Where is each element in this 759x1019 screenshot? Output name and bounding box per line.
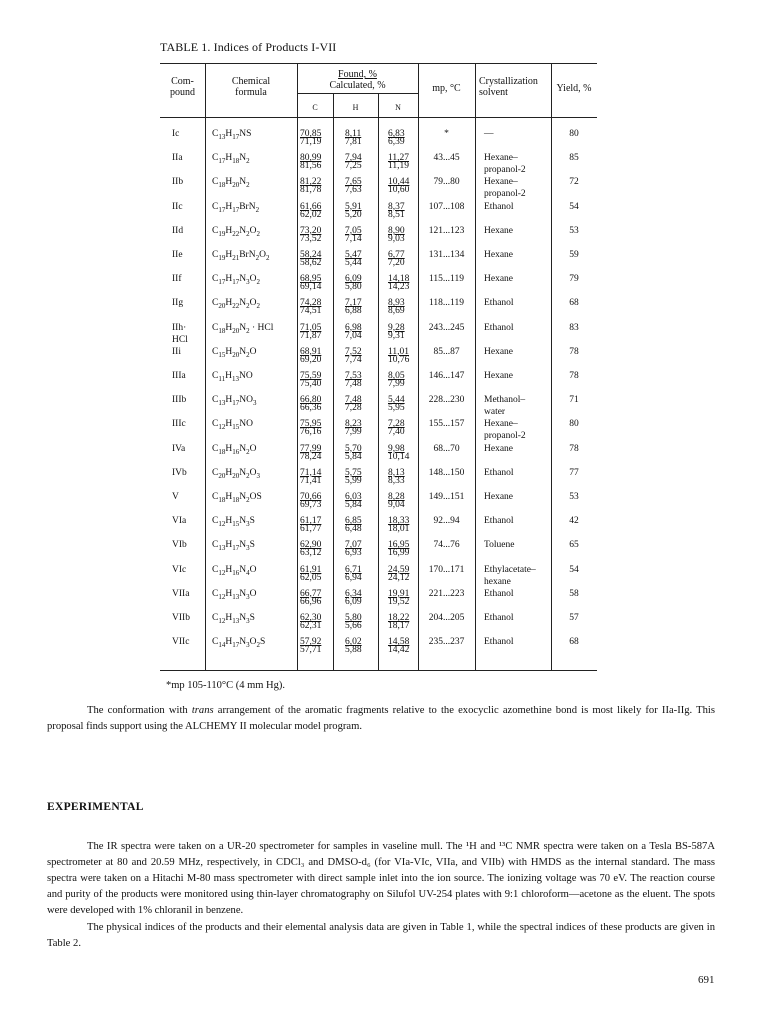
cell-found-n: 8,90 — [388, 225, 405, 236]
cell-yield: 71 — [569, 395, 579, 406]
cell-found-n: 7,28 — [388, 419, 405, 430]
cell-yield: 65 — [569, 540, 579, 551]
cell-compound: IIa — [172, 153, 183, 164]
cell-calc-c: 76,16 — [300, 427, 322, 438]
cell-solvent: Ethanol — [484, 298, 514, 309]
cell-calc-c: 71,87 — [300, 330, 322, 341]
cell-found-c: 62,30 — [300, 613, 322, 623]
cell-compound: IVa — [172, 443, 186, 454]
cell-calc-h: 6,09 — [345, 596, 362, 607]
cell-yield: 58 — [569, 588, 579, 599]
cell-compound: VIb — [172, 540, 187, 551]
cell-mp: 85...87 — [433, 346, 460, 357]
cell-formula: $C_{14}H_{17}N_3O_2S$ — [212, 637, 266, 650]
cell-mp: 43...45 — [433, 153, 460, 164]
cell-solvent: Ethanol — [484, 637, 514, 648]
cell-found-c: 80,99 — [300, 153, 322, 164]
cell-calc-h: 7,99 — [345, 427, 362, 438]
cell-found-n: 18,22 — [388, 613, 410, 623]
cell-solvent: Hexane — [484, 346, 514, 357]
cell-mp: 170...171 — [428, 564, 465, 575]
cell-found-n: 14,18 — [388, 274, 410, 285]
cell-yield: 78 — [569, 346, 579, 357]
cell-calc-n: 8,69 — [388, 306, 405, 317]
cell-calc-c: 81,78 — [300, 185, 322, 196]
cell-found-h: 6,02 — [345, 637, 362, 648]
cell-found-c: 61,17 — [300, 516, 322, 527]
cell-calc-n: 18,17 — [388, 621, 410, 631]
col-divider-compound — [205, 63, 206, 670]
cell-found-c: 71,05 — [300, 322, 322, 333]
cell-compound: Ic — [172, 129, 180, 139]
cell-found-c: 71,14 — [300, 467, 322, 478]
conformation-paragraph: The conformation with trans arrangement of the aromatic fragments relative to the exocyclic azomethine bond is most likely for IIa-IIg. This proposal finds support using the ALCHEMY II molecular model program. — [47, 705, 715, 732]
cell-solvent: Hexane — [484, 274, 514, 285]
cell-calc-n: 8,51 — [388, 209, 405, 220]
cell-yield: 68 — [569, 298, 579, 309]
cell-found-n: 9,28 — [388, 322, 405, 333]
cell-formula: $C_{13}H_{17}NO_3$ — [212, 395, 257, 408]
cell-calc-c: 66,96 — [300, 596, 322, 607]
cell-compound: VIIc — [172, 637, 190, 648]
cell-compound: IIIc — [172, 419, 186, 430]
cell-found-h: 7,53 — [345, 371, 362, 381]
cell-calc-h: 5,88 — [345, 645, 362, 656]
cell-formula: $C_{19}H_{22}N_2O_2$ — [212, 225, 260, 238]
cell-found-h: 6,71 — [345, 564, 362, 575]
cell-found-c: 66,77 — [300, 588, 322, 599]
page-number: 691 — [698, 974, 715, 986]
cell-compound: IIg — [172, 298, 184, 309]
cell-calc-h: 5,20 — [345, 209, 362, 220]
col-divider-formula — [297, 63, 298, 670]
trans-emphasis: trans — [191, 705, 214, 716]
cell-calc-n: 9,04 — [388, 500, 405, 510]
cell-found-c: 66,80 — [300, 395, 322, 406]
cell-calc-h: 7,81 — [345, 137, 362, 147]
cell-yield: 79 — [569, 274, 579, 285]
cell-found-c: 81,22 — [300, 177, 322, 188]
cell-formula: $C_{18}H_{20}N_2$ · HCl — [212, 322, 274, 335]
table-bottom-rule — [160, 670, 597, 671]
cell-solvent: Ethanol — [484, 467, 514, 478]
cell-calc-c: 58,62 — [300, 258, 322, 268]
cell-solvent: Ethylacetate– hexane — [484, 564, 536, 587]
cell-yield: 83 — [569, 322, 579, 333]
cell-calc-h: 6,93 — [345, 548, 362, 559]
cell-found-h: 8,23 — [345, 419, 362, 430]
cell-solvent: Ethanol — [484, 201, 514, 212]
cell-mp: 131...134 — [428, 250, 465, 260]
col-divider-c — [333, 93, 334, 670]
table-top-rule — [160, 63, 597, 64]
experimental-paragraph-1: The IR spectra were taken on a UR-20 spectrometer for samples in vaseline mull. The ¹H and ¹³C NMR spectra were taken on a Tesla BS-587A spectrometer at 80 and 20.59 MHz, respectively, in CDCl₃ and DMSO-d₆ (for VIa-VIc, VIIa, and VIIb) with HMDS as the internal standard. The mass spectra were taken on a Hitachi M-80 mass spectrometer with direct sample inlet into the ion source. The ionizing voltage was 70 eV. The reaction course and purity of the products were monitored using thin-layer chromatography on Silufol UV-254 plates with 9:1 chloroform—acetone as the eluent. The spots were developed with 1% chloranil in benzene. — [47, 841, 715, 916]
cell-solvent: Ethanol — [484, 588, 514, 599]
cell-calc-h: 5,44 — [345, 258, 362, 268]
cell-yield: 80 — [569, 129, 579, 139]
cell-calc-c: 81,56 — [300, 161, 322, 172]
cell-compound: VIc — [172, 564, 187, 575]
cell-calc-n: 8,33 — [388, 475, 405, 486]
cell-found-h: 6,98 — [345, 322, 362, 333]
cell-compound: VIIa — [172, 588, 190, 599]
cell-found-n: 6,77 — [388, 250, 405, 260]
cell-formula: $C_{11}H_{13}NO$ — [212, 371, 253, 383]
cell-mp: 74...76 — [433, 540, 460, 551]
cell-calc-c: 66,36 — [300, 403, 322, 414]
cell-found-h: 5,91 — [345, 201, 362, 212]
cell-found-n: 16,95 — [388, 540, 410, 551]
cell-solvent: Ethanol — [484, 322, 514, 333]
cell-calc-c: 62,02 — [300, 209, 322, 220]
cell-mp: 149...151 — [428, 492, 465, 502]
cell-found-n: 19,91 — [388, 588, 410, 599]
cell-compound: IIIa — [172, 371, 186, 381]
cell-compound: IIi — [172, 346, 181, 357]
cell-compound: V — [172, 492, 179, 502]
cell-solvent: Hexane– propanol-2 — [484, 177, 526, 200]
cell-solvent: Hexane — [484, 371, 514, 381]
cell-formula: $C_{17}H_{17}BrN_2$ — [212, 201, 260, 214]
cell-calc-h: 6,88 — [345, 306, 362, 317]
cell-mp: 118...119 — [429, 298, 464, 309]
cell-calc-n: 6,39 — [388, 137, 405, 147]
cell-yield: 54 — [569, 201, 579, 212]
cell-found-h: 6,34 — [345, 588, 362, 599]
cell-yield: 80 — [569, 419, 579, 430]
cell-found-c: 58,24 — [300, 250, 322, 260]
cell-calc-n: 24,12 — [388, 572, 410, 583]
cell-calc-c: 62,31 — [300, 621, 322, 631]
cell-mp: 235...237 — [428, 637, 465, 648]
cell-formula: $C_{15}H_{20}N_2O$ — [212, 346, 257, 359]
experimental-heading: EXPERIMENTAL — [47, 801, 144, 813]
table-footnote: *mp 105-110°C (4 mm Hg). — [166, 680, 286, 691]
header-solvent: Crystallization solvent — [479, 76, 538, 98]
cell-yield: 72 — [569, 177, 579, 188]
cell-calc-c: 69,14 — [300, 282, 322, 293]
cell-found-n: 10,44 — [388, 177, 410, 188]
cell-found-h: 5,70 — [345, 443, 362, 454]
cell-calc-c: 78,24 — [300, 451, 322, 462]
cell-calc-h: 5,99 — [345, 475, 362, 486]
cell-mp: 79...80 — [433, 177, 460, 188]
cell-mp: * — [444, 129, 449, 139]
cell-calc-h: 5,80 — [345, 282, 362, 293]
cell-solvent: Hexane– propanol-2 — [484, 419, 526, 442]
cell-calc-n: 9,03 — [388, 233, 405, 244]
cell-found-n: 8,37 — [388, 201, 405, 212]
cell-mp: 204...205 — [428, 613, 465, 623]
calculated-subheader-rule — [297, 93, 418, 94]
cell-found-h: 7,17 — [345, 298, 362, 309]
cell-yield: 68 — [569, 637, 579, 648]
header-calculated: Calculated, % — [329, 80, 386, 91]
cell-calc-n: 16,99 — [388, 548, 410, 559]
cell-mp: 228...230 — [428, 395, 465, 406]
cell-found-n: 24,59 — [388, 564, 410, 575]
header-mp: mp, °C — [432, 83, 461, 94]
cell-formula: $C_{18}H_{20}N_2$ — [212, 177, 250, 190]
cell-compound: IIf — [172, 274, 182, 285]
cell-mp: 121...123 — [428, 225, 465, 236]
cell-found-h: 7,52 — [345, 346, 362, 357]
cell-yield: 59 — [569, 250, 579, 260]
cell-compound: IIe — [172, 250, 183, 260]
cell-compound: IIh· HCl — [172, 322, 188, 345]
cell-calc-n: 10,76 — [388, 354, 410, 365]
cell-calc-n: 7,99 — [388, 379, 405, 389]
header-c: C — [312, 103, 318, 112]
cell-calc-n: 18,01 — [388, 524, 410, 535]
cell-formula: $C_{12}H_{16}N_4O$ — [212, 564, 257, 577]
cell-found-n: 11,27 — [388, 153, 410, 164]
cell-mp: 155...157 — [428, 419, 465, 430]
col-divider-h — [378, 93, 379, 670]
cell-found-h: 7,05 — [345, 225, 362, 236]
cell-solvent: Hexane– propanol-2 — [484, 153, 526, 176]
cell-solvent: Hexane — [484, 443, 514, 454]
cell-compound: IIb — [172, 177, 184, 188]
cell-calc-n: 5,95 — [388, 403, 405, 414]
cell-calc-n: 7,20 — [388, 258, 405, 268]
cell-found-c: 57,92 — [300, 637, 322, 648]
cell-calc-h: 5,66 — [345, 621, 362, 631]
cell-calc-h: 7,74 — [345, 354, 362, 365]
cell-found-h: 5,80 — [345, 613, 362, 623]
cell-mp: 115...119 — [429, 274, 464, 285]
cell-calc-n: 14,23 — [388, 282, 410, 293]
cell-calc-c: 69,20 — [300, 354, 322, 365]
cell-calc-h: 5,84 — [345, 500, 362, 510]
cell-calc-h: 7,25 — [345, 161, 362, 172]
cell-yield: 53 — [569, 492, 579, 502]
cell-calc-h: 7,48 — [345, 379, 362, 389]
cell-solvent: — — [484, 129, 494, 139]
cell-formula: $C_{18}H_{18}N_2OS$ — [212, 492, 262, 504]
cell-calc-h: 7,04 — [345, 330, 362, 341]
cell-calc-h: 7,14 — [345, 233, 362, 244]
cell-mp: 148...150 — [428, 467, 465, 478]
cell-found-c: 73,20 — [300, 225, 322, 236]
cell-found-c: 75,59 — [300, 371, 322, 381]
cell-mp: 221...223 — [428, 588, 465, 599]
cell-formula: $C_{20}H_{20}N_2O_3$ — [212, 467, 260, 480]
cell-calc-n: 11,19 — [388, 161, 410, 172]
cell-found-n: 14,58 — [388, 637, 410, 648]
cell-calc-h: 6,94 — [345, 572, 362, 583]
cell-formula: $C_{17}H_{18}N_2$ — [212, 153, 250, 166]
cell-found-h: 5,47 — [345, 250, 362, 260]
cell-calc-c: 73,52 — [300, 233, 322, 244]
cell-compound: VIa — [172, 516, 187, 527]
cell-found-h: 7,48 — [345, 395, 362, 406]
cell-yield: 78 — [569, 371, 579, 381]
cell-formula: $C_{18}H_{16}N_2O$ — [212, 443, 257, 456]
cell-yield: 53 — [569, 225, 579, 236]
cell-found-h: 7,65 — [345, 177, 362, 188]
cell-found-n: 9,98 — [388, 443, 405, 454]
cell-calc-n: 10,14 — [388, 451, 410, 462]
cell-found-c: 75,95 — [300, 419, 322, 430]
cell-solvent: Toluene — [484, 540, 515, 551]
col-divider-mp — [475, 63, 476, 670]
cell-found-c: 74,28 — [300, 298, 322, 309]
cell-yield: 85 — [569, 153, 579, 164]
cell-calc-h: 7,63 — [345, 185, 362, 196]
cell-calc-n: 14,42 — [388, 645, 410, 656]
cell-calc-c: 62,05 — [300, 572, 322, 583]
header-found: Found, % — [338, 69, 377, 80]
cell-found-n: 18,33 — [388, 516, 410, 527]
header-h: H — [352, 103, 359, 112]
cell-calc-c: 75,40 — [300, 379, 322, 389]
cell-formula: $C_{12}H_{13}N_3O$ — [212, 588, 257, 601]
table-title: TABLE 1. Indices of Products I-VII — [160, 40, 337, 54]
header-compound: Com- pound — [170, 76, 195, 98]
cell-found-n: 8,28 — [388, 492, 405, 502]
cell-compound: IIc — [172, 201, 183, 212]
cell-mp: 146...147 — [428, 371, 465, 381]
cell-calc-c: 71,19 — [300, 137, 322, 147]
cell-found-h: 7,94 — [345, 153, 362, 164]
cell-solvent: Ethanol — [484, 516, 514, 527]
cell-yield: 77 — [569, 467, 579, 478]
cell-found-n: 6,83 — [388, 129, 405, 139]
cell-found-n: 8,05 — [388, 371, 405, 381]
cell-found-c: 70,66 — [300, 492, 322, 502]
cell-found-c: 70,85 — [300, 129, 322, 139]
header-formula: Chemical formula — [231, 76, 271, 98]
cell-calc-h: 5,84 — [345, 451, 362, 462]
cell-yield: 42 — [569, 516, 579, 527]
cell-solvent: Methanol– water — [484, 395, 526, 418]
cell-calc-n: 19,52 — [388, 596, 410, 607]
cell-found-n: 5,44 — [388, 395, 405, 406]
cell-mp: 68...70 — [433, 443, 460, 454]
cell-compound: VIIb — [172, 613, 190, 623]
cell-found-n: 8,13 — [388, 467, 405, 478]
cell-calc-c: 63,12 — [300, 548, 322, 559]
cell-calc-h: 7,28 — [345, 403, 362, 414]
cell-calc-c: 71,41 — [300, 475, 322, 486]
cell-found-h: 6,85 — [345, 516, 362, 527]
cell-found-c: 77,99 — [300, 443, 322, 454]
cell-formula: $C_{12}H_{13}N_3S$ — [212, 613, 255, 625]
cell-compound: IIIb — [172, 395, 187, 406]
cell-found-c: 68,91 — [300, 346, 322, 357]
cell-found-h: 5,75 — [345, 467, 362, 478]
cell-found-h: 7,07 — [345, 540, 362, 551]
cell-formula: $C_{12}H_{15}NO$ — [212, 419, 253, 432]
cell-calc-h: 6,48 — [345, 524, 362, 535]
cell-formula: $C_{19}H_{21}BrN_2O_2$ — [212, 250, 270, 262]
cell-found-n: 8,93 — [388, 298, 405, 309]
cell-calc-c: 69,73 — [300, 500, 322, 510]
cell-calc-n: 10,60 — [388, 185, 410, 196]
cell-calc-c: 57,71 — [300, 645, 322, 656]
cell-formula: $C_{13}H_{17}NS$ — [212, 129, 252, 141]
cell-solvent: Hexane — [484, 492, 514, 502]
experimental-paragraph-2: The physical indices of the products and their elemental analysis data are given in Table 1, while the spectral indices of these products are given in Table 2. — [47, 922, 715, 949]
cell-found-h: 8,11 — [345, 129, 362, 139]
cell-mp: 92...94 — [433, 516, 460, 527]
cell-calc-n: 9,31 — [388, 330, 405, 341]
cell-found-c: 68,95 — [300, 274, 322, 285]
cell-found-c: 62,90 — [300, 540, 322, 551]
cell-formula: $C_{17}H_{17}N_3O_2$ — [212, 274, 260, 287]
cell-solvent: Hexane — [484, 250, 514, 260]
cell-formula: $C_{13}H_{17}N_3S$ — [212, 540, 255, 553]
cell-found-h: 6,09 — [345, 274, 362, 285]
cell-formula: $C_{20}H_{22}N_2O_2$ — [212, 298, 260, 311]
cell-found-n: 11,01 — [388, 346, 410, 357]
cell-solvent: Hexane — [484, 225, 514, 236]
cell-yield: 54 — [569, 564, 579, 575]
cell-calc-c: 61,77 — [300, 524, 322, 535]
cell-found-c: 61,91 — [300, 564, 322, 575]
cell-calc-c: 74,51 — [300, 306, 322, 317]
cell-mp: 243...245 — [428, 322, 465, 333]
cell-solvent: Ethanol — [484, 613, 514, 623]
cell-found-c: 61,66 — [300, 201, 322, 212]
cell-mp: 107...108 — [428, 201, 465, 212]
cell-formula: $C_{12}H_{15}N_3S$ — [212, 516, 255, 529]
cell-yield: 57 — [569, 613, 579, 623]
cell-compound: IId — [172, 225, 184, 236]
cell-found-h: 6,03 — [345, 492, 362, 502]
cell-yield: 78 — [569, 443, 579, 454]
cell-compound: IVb — [172, 467, 187, 478]
cell-calc-n: 7,40 — [388, 427, 405, 438]
header-yield: Yield, % — [556, 83, 592, 94]
header-n: N — [395, 103, 401, 112]
